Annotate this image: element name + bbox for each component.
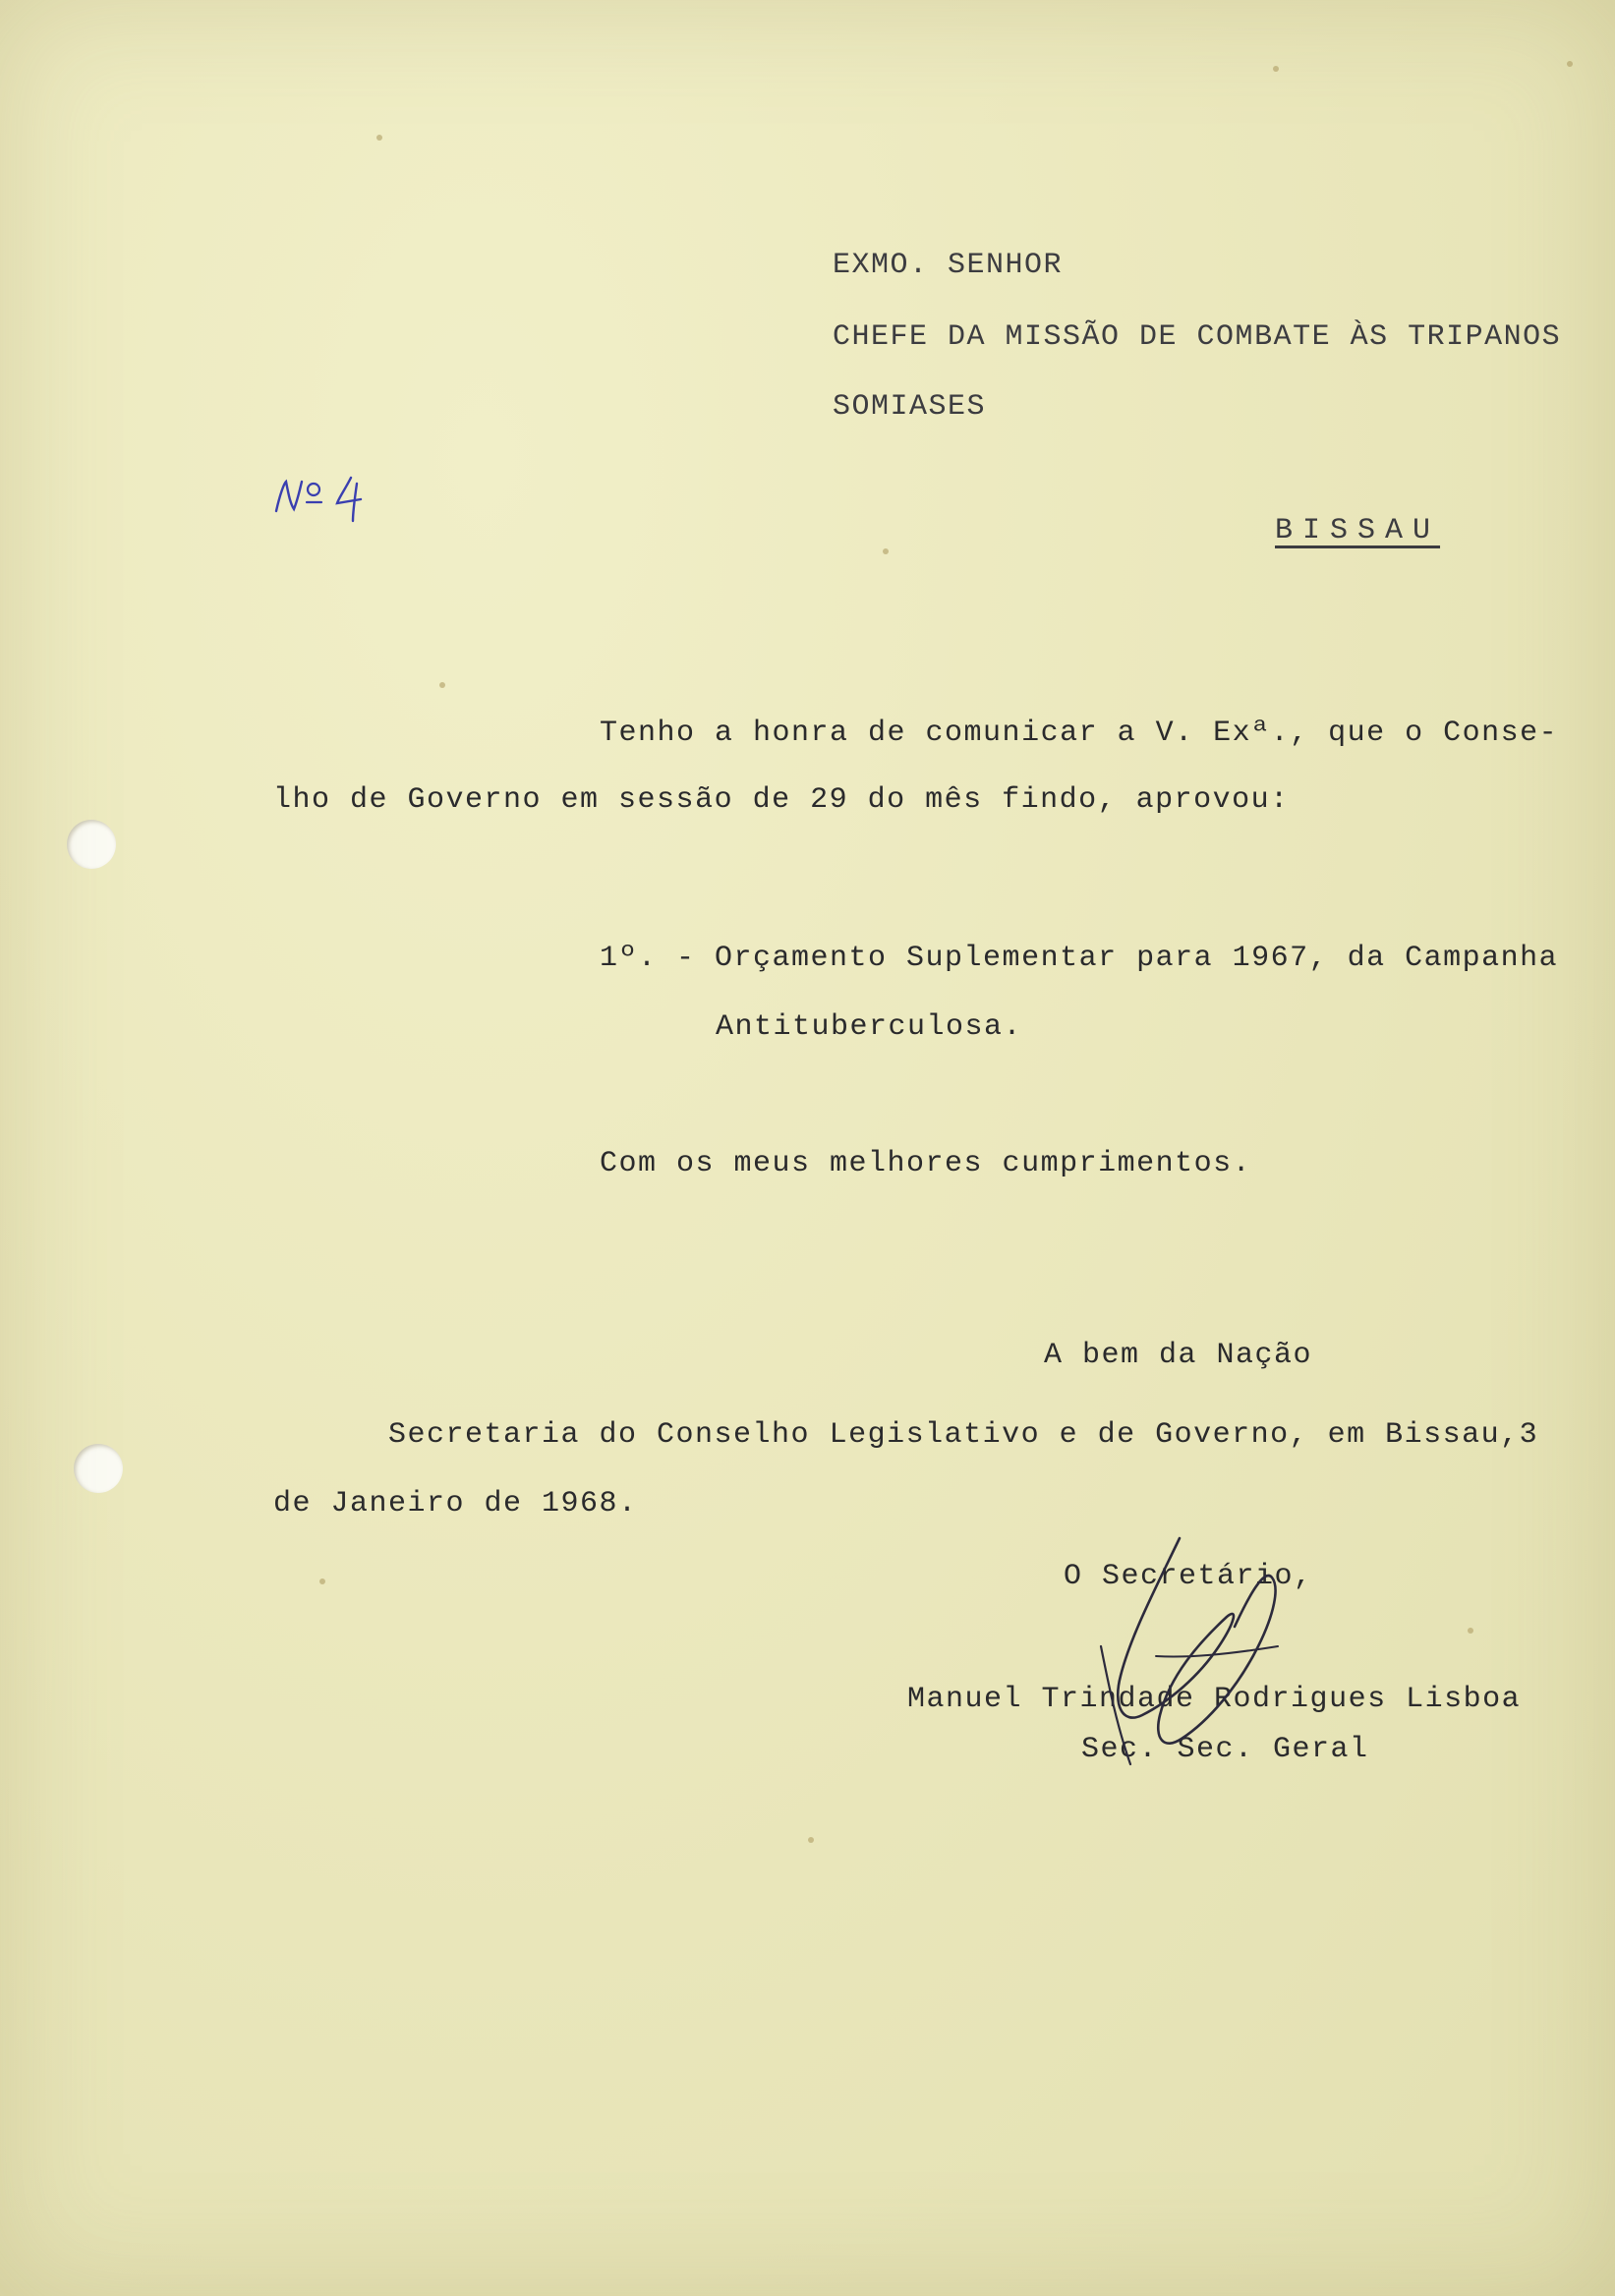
paper-speck (319, 1578, 325, 1584)
paper-speck (439, 682, 445, 688)
paper-speck (1273, 66, 1279, 72)
body-paragraph-line-2: lho de Governo em sessão de 29 do mês findo, aprovou: (273, 783, 1290, 817)
paper-speck (808, 1837, 814, 1843)
approved-item-line-2: Antituberculosa. (716, 1010, 1023, 1044)
signature-title: O Secretário, (1064, 1560, 1313, 1593)
motto: A bem da Nação (1044, 1339, 1313, 1372)
place-date-line-2: de Janeiro de 1968. (273, 1487, 638, 1521)
signatory-name: Manuel Trindade Rodrigues Lisboa (907, 1683, 1522, 1716)
signatory-role: Sec. Sec. Geral (1081, 1733, 1369, 1766)
addressee-line-1: CHEFE DA MISSÃO DE COMBATE ÀS TRIPANOS (833, 320, 1562, 354)
paper-speck (1468, 1628, 1473, 1634)
punch-hole-top (67, 820, 116, 869)
approved-item-line-1: 1º. - Orçamento Suplementar para 1967, da Campanha (600, 942, 1559, 975)
punch-hole-bottom (74, 1444, 123, 1493)
addressee-salutation: EXMO. SENHOR (833, 249, 1064, 282)
closing-line: Com os meus melhores cumprimentos. (600, 1147, 1252, 1180)
addressee-city: BISSAU (1275, 514, 1441, 547)
paper-speck (376, 135, 382, 141)
paper-speck (1567, 61, 1573, 67)
addressee-line-2: SOMIASES (833, 390, 987, 424)
handwritten-signature (1062, 1528, 1317, 1774)
body-paragraph-line-1: Tenho a honra de comunicar a V. Exª., que o Conse- (600, 717, 1559, 750)
paper-speck (883, 548, 889, 554)
place-date-line-1: Secretaria do Conselho Legislativo e de Governo, em Bissau,3 (388, 1418, 1539, 1452)
handwritten-number-note (270, 470, 378, 525)
